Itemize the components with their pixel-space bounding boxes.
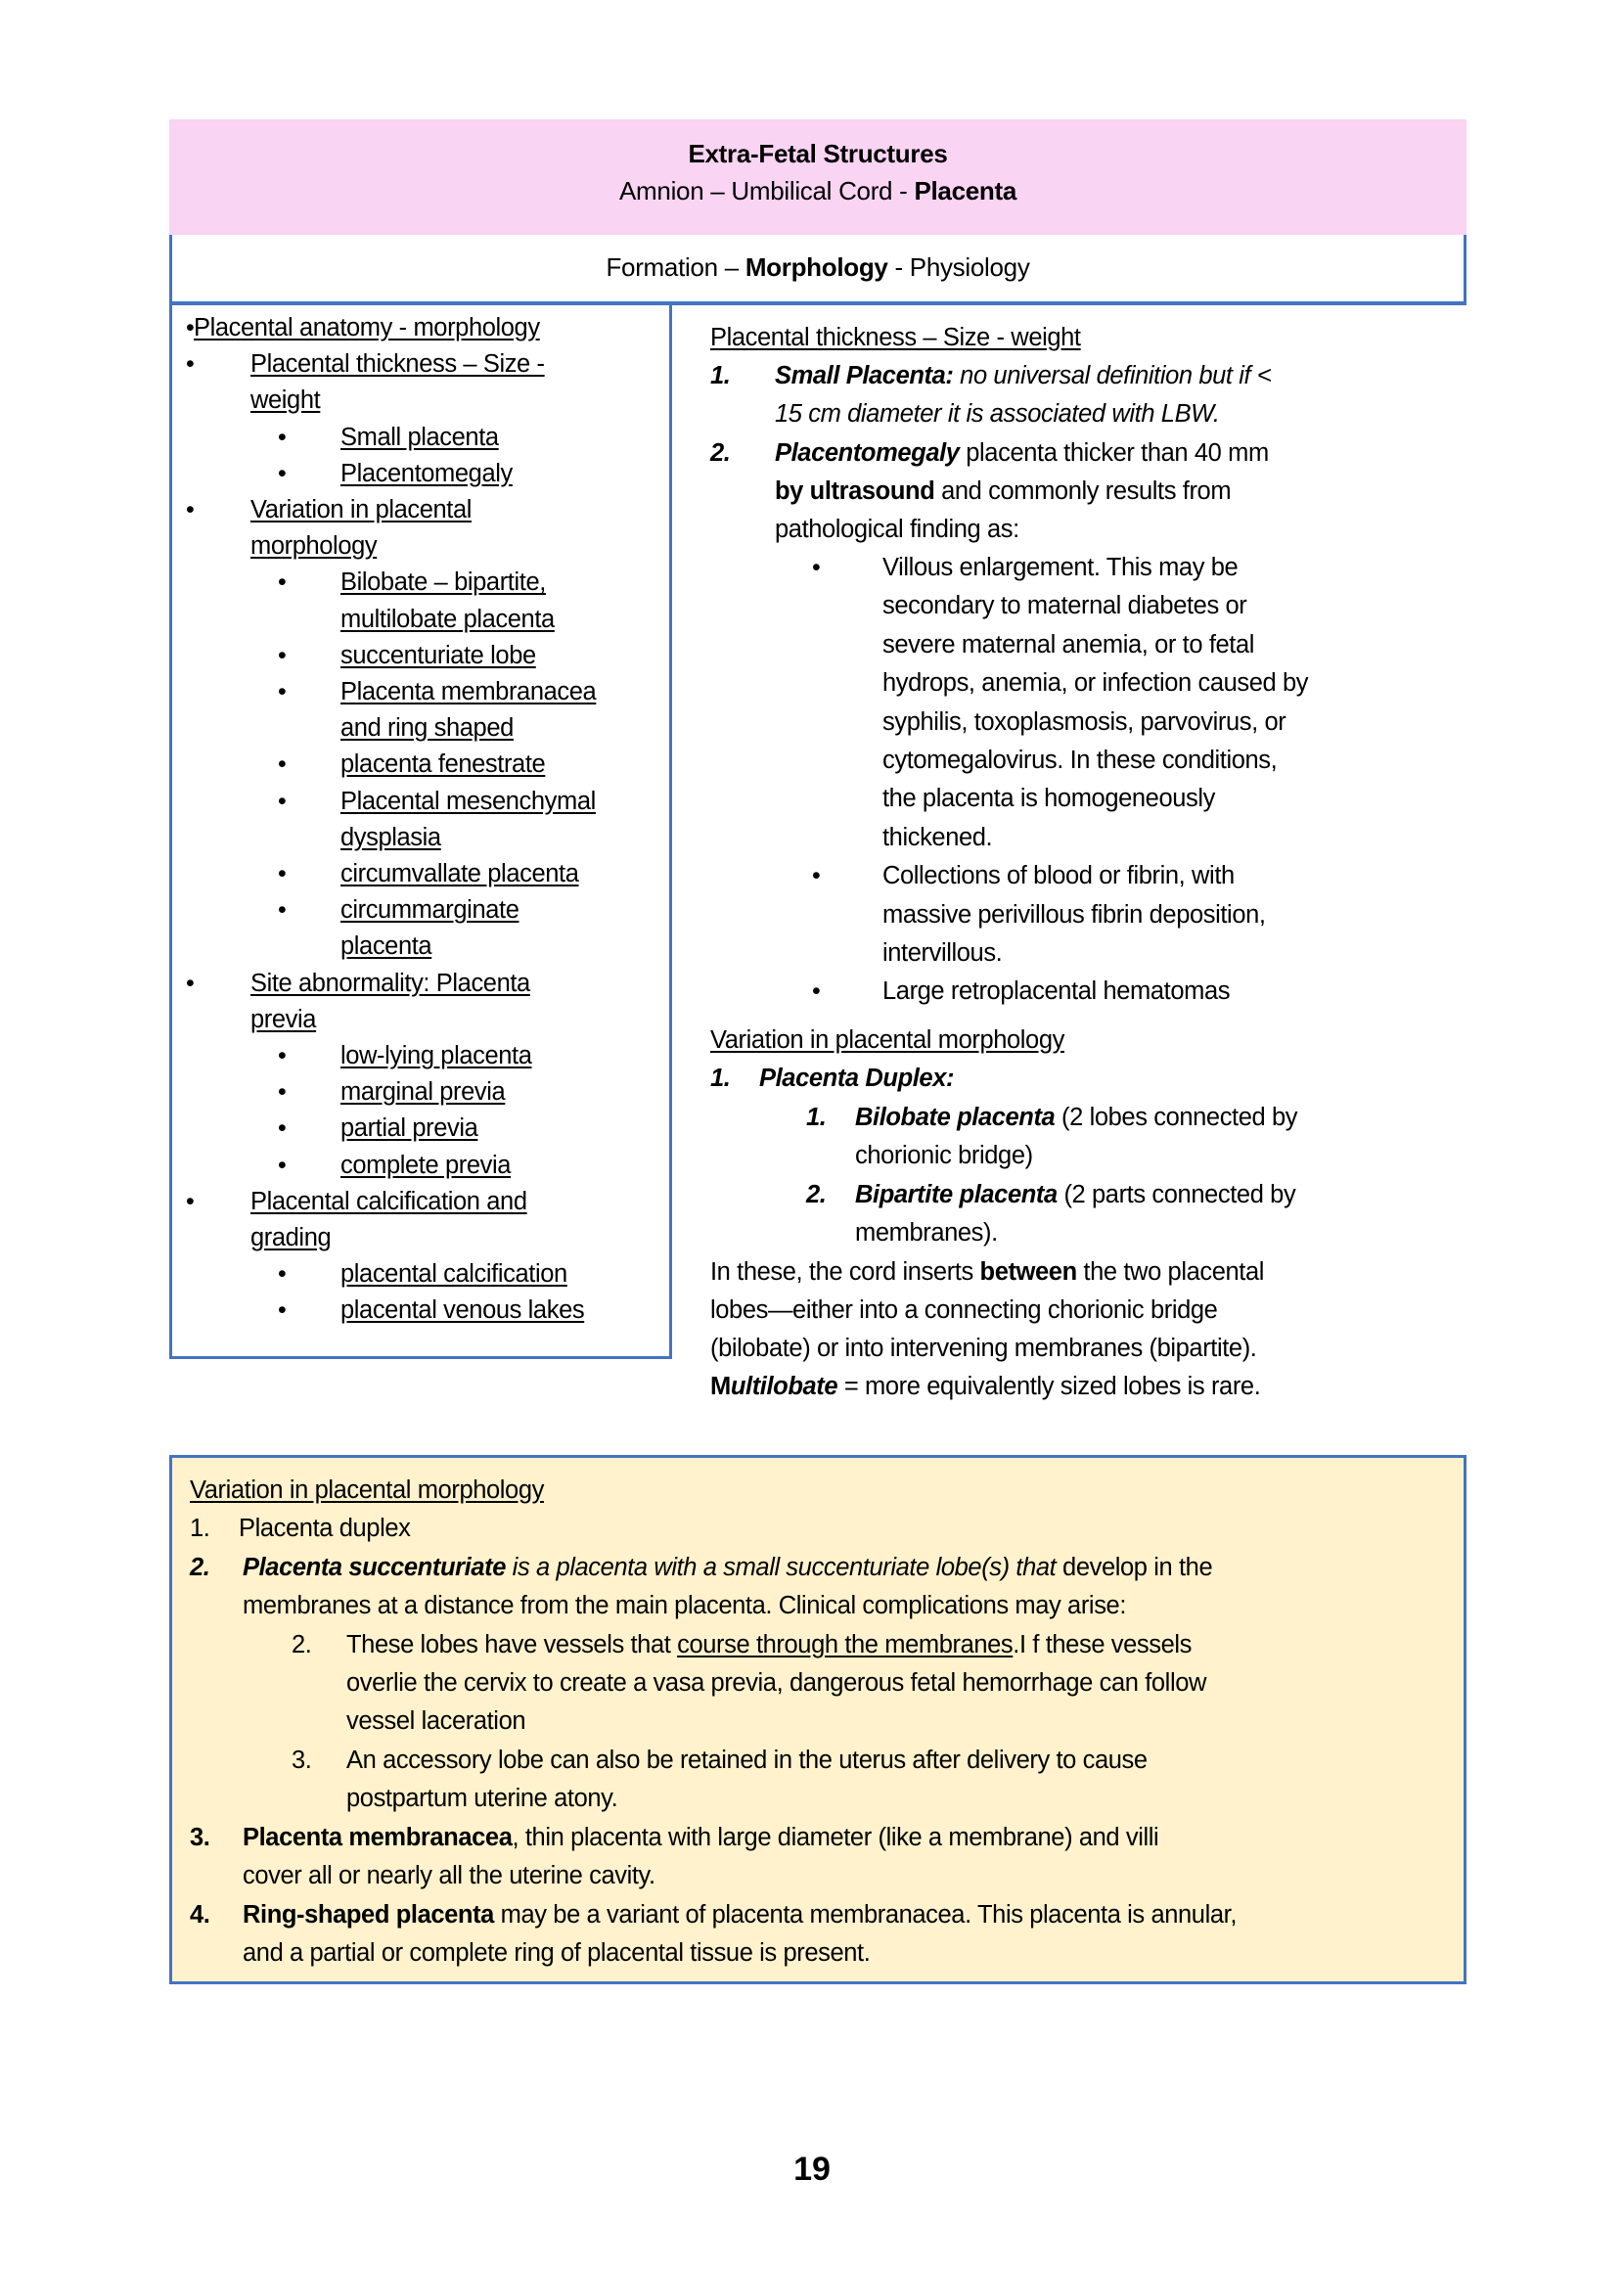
- list-item-text: pathological finding as:: [775, 516, 1019, 543]
- term-succenturiate: Placenta succenturiate: [243, 1554, 506, 1581]
- item-text: (2 lobes connected by: [1055, 1104, 1298, 1131]
- summary-subitem: An accessory lobe can also be retained in the uterus after delivery to cause: [346, 1747, 1148, 1774]
- paragraph-line: [710, 1257, 1264, 1287]
- summary-heading: Variation in placental morphology: [190, 1476, 544, 1504]
- outline-item-continuation[interactable]: grading: [250, 1224, 332, 1251]
- outline-item[interactable]: low-lying placenta: [340, 1042, 532, 1069]
- list-number: 3.: [292, 1747, 312, 1774]
- list-number: 2.: [190, 1554, 210, 1581]
- item-text: develop in the: [1056, 1554, 1213, 1581]
- outline-item[interactable]: circumvallate placenta: [340, 860, 579, 887]
- bullet-icon: •: [812, 554, 821, 581]
- list-item-bipartite: [855, 1180, 1295, 1209]
- paragraph-line: (bilobate) or into intervening membranes (bipartite).: [710, 1335, 1257, 1362]
- summary-item-membranacea: [243, 1823, 1158, 1852]
- summary-subitem: [346, 1630, 1192, 1659]
- section-nav: [172, 252, 1464, 283]
- outline-item[interactable]: Placental anatomy - morphology: [194, 314, 540, 341]
- sub-bullet-continuation: the placenta is homogeneously: [882, 785, 1215, 813]
- list-number: 1.: [710, 1065, 731, 1092]
- summary-item-ring-shaped: [243, 1900, 1237, 1930]
- para-text: the two placental: [1076, 1258, 1265, 1286]
- item-underlined-text: course through the membranes: [677, 1631, 1014, 1658]
- outline-item[interactable]: circummarginate: [340, 896, 519, 925]
- outline-item[interactable]: Placental thickness – Size -: [250, 350, 545, 379]
- section-heading-thickness: Placental thickness – Size - weight: [710, 324, 1081, 351]
- item-text: and commonly results from: [934, 477, 1232, 505]
- list-number: 1.: [190, 1515, 210, 1542]
- summary-item-succenturiate: [243, 1553, 1212, 1582]
- list-number: 2.: [710, 439, 731, 467]
- page-subtitle: [169, 176, 1466, 206]
- para-text: In these, the cord inserts: [710, 1258, 980, 1286]
- para-emphasis: between: [979, 1258, 1077, 1286]
- list-item-placentomegaly: [775, 438, 1269, 468]
- sub-bullet-continuation: severe maternal anemia, or to fetal: [882, 630, 1255, 658]
- term-placenta-duplex: Placenta Duplex:: [759, 1065, 955, 1092]
- list-number: 2.: [806, 1181, 827, 1208]
- item-text: (2 parts connected by: [1057, 1181, 1296, 1208]
- sub-bullet-item: Large retroplacental hematomas: [882, 977, 1231, 1006]
- bullet-icon: •: [278, 1078, 287, 1107]
- outline-item[interactable]: Placentomegaly: [340, 459, 513, 487]
- outline-item[interactable]: placenta fenestrate: [340, 750, 546, 779]
- term-small-placenta: Small Placenta:: [775, 362, 954, 389]
- term-multilobate: ultilobate: [730, 1373, 838, 1400]
- sub-bullet-continuation: hydrops, anemia, or infection caused by: [882, 669, 1309, 698]
- list-item-text: chorionic bridge): [855, 1142, 1033, 1169]
- bullet-icon: •: [278, 423, 287, 451]
- page-title: Extra-Fetal Structures: [688, 139, 948, 168]
- outline-item[interactable]: complete previa: [340, 1151, 512, 1179]
- section-nav-box: [169, 235, 1466, 305]
- outline-box: [169, 303, 672, 1359]
- list-number: 3.: [190, 1824, 210, 1851]
- list-item-bilobate: [855, 1103, 1297, 1132]
- outline-item[interactable]: Placenta membranacea: [340, 678, 597, 705]
- outline-item-continuation[interactable]: morphology: [250, 532, 378, 561]
- outline-item-continuation[interactable]: and ring shaped: [340, 714, 514, 743]
- outline-item[interactable]: partial previa: [340, 1114, 478, 1143]
- bullet-icon: •: [186, 314, 195, 341]
- term-bipartite: Bipartite placenta: [855, 1181, 1058, 1208]
- list-number: 1.: [710, 362, 731, 389]
- bullet-icon: •: [278, 1114, 287, 1143]
- outline-item-continuation[interactable]: dysplasia: [340, 823, 441, 851]
- bullet-icon: •: [812, 862, 821, 890]
- outline-item[interactable]: placental venous lakes: [340, 1296, 585, 1325]
- bullet-icon: •: [278, 1151, 287, 1179]
- title-banner: [169, 119, 1466, 235]
- sub-bullet-continuation: massive perivillous fibrin deposition,: [882, 900, 1266, 929]
- subtitle-text: Amnion – Umbilical Cord -: [619, 176, 915, 205]
- sub-bullet-item: Collections of blood or fibrin, with: [882, 862, 1235, 890]
- bullet-icon: •: [186, 1187, 195, 1215]
- right-column: [710, 323, 1473, 1419]
- list-item-small-placenta: [775, 361, 1271, 390]
- outline-item-continuation[interactable]: placenta: [340, 932, 432, 961]
- outline-item[interactable]: Bilobate – bipartite,: [340, 568, 546, 597]
- outline-item[interactable]: Placental calcification and: [250, 1187, 527, 1215]
- sub-bullet-continuation: secondary to maternal diabetes or: [882, 592, 1247, 620]
- list-number: 2.: [292, 1631, 312, 1658]
- outline-item-continuation[interactable]: previa: [250, 1005, 317, 1033]
- bullet-icon: •: [278, 459, 287, 487]
- term-ultrasound: by ultrasound: [775, 477, 935, 505]
- summary-subitem-text: overlie the cervix to create a vasa previa, dangerous fetal hemorrhage can follow: [346, 1669, 1207, 1697]
- item-text: may be a variant of placenta membranacea. This placenta is annular,: [493, 1901, 1237, 1929]
- nav-morphology: Morphology: [744, 252, 888, 282]
- bullet-icon: •: [186, 496, 195, 523]
- summary-subitem-text: postpartum uterine atony.: [346, 1785, 618, 1812]
- bullet-icon: •: [186, 969, 195, 997]
- item-text: .I f these vessels: [1013, 1631, 1193, 1658]
- term-membranacea: Placenta membranacea: [243, 1824, 513, 1851]
- term-multilobate-initial: M: [710, 1373, 731, 1400]
- paragraph-line: [710, 1372, 1260, 1401]
- bullet-icon: •: [278, 860, 287, 887]
- sub-bullet-continuation: intervillous.: [882, 939, 1003, 967]
- item-text: These lobes have vessels that: [346, 1631, 678, 1658]
- list-number: 1.: [806, 1104, 827, 1131]
- outline-item-continuation[interactable]: weight: [250, 386, 321, 415]
- summary-item-text: and a partial or complete ring of placental tissue is present.: [243, 1939, 871, 1967]
- outline-item[interactable]: placental calcification: [340, 1260, 567, 1289]
- summary-item-text: cover all or nearly all the uterine cavity.: [243, 1862, 655, 1889]
- page-number: 19: [793, 2151, 831, 2188]
- list-item-text: [775, 477, 1231, 506]
- summary-box: [169, 1455, 1466, 1984]
- term-ring-shaped: Ring-shaped placenta: [243, 1901, 494, 1929]
- outline-item[interactable]: Variation in placental: [250, 496, 473, 523]
- bullet-icon: •: [278, 678, 287, 705]
- para-text: = more equivalently sized lobes is rare.: [837, 1373, 1261, 1400]
- item-text: placenta thicker than 40 mm: [959, 439, 1269, 467]
- outline-item[interactable]: Small placenta: [340, 423, 499, 451]
- item-text: , thin placenta with large diameter (like a membrane) and villi: [512, 1824, 1159, 1851]
- sub-bullet-continuation: syphilis, toxoplasmosis, parvovirus, or: [882, 707, 1286, 736]
- list-item-text: membranes).: [855, 1219, 998, 1247]
- bullet-icon: •: [278, 1296, 287, 1325]
- summary-subitem-text: vessel laceration: [346, 1707, 526, 1735]
- outline-item[interactable]: Placental mesenchymal: [340, 787, 596, 815]
- item-text: no universal definition but if <: [953, 362, 1272, 389]
- list-number: 4.: [190, 1901, 210, 1929]
- nav-physiology: - Physiology: [887, 252, 1030, 282]
- outline-item[interactable]: marginal previa: [340, 1078, 506, 1107]
- sub-bullet-continuation: cytomegalovirus. In these conditions,: [882, 747, 1278, 774]
- bullet-icon: •: [278, 568, 287, 597]
- bullet-icon: •: [278, 641, 287, 669]
- bullet-icon: •: [278, 896, 287, 925]
- outline-item[interactable]: Site abnormality: Placenta: [250, 969, 530, 997]
- term-bilobate: Bilobate placenta: [855, 1104, 1056, 1131]
- outline-item-continuation[interactable]: multilobate placenta: [340, 605, 555, 633]
- summary-item-duplex: Placenta duplex: [239, 1515, 411, 1542]
- outline-item[interactable]: succenturiate lobe: [340, 641, 536, 669]
- nav-formation: Formation –: [606, 252, 745, 282]
- bullet-icon: •: [278, 1260, 287, 1289]
- term-placentomegaly: Placentomegaly: [775, 439, 960, 467]
- sub-bullet-continuation: thickened.: [882, 823, 993, 851]
- list-item-text: 15 cm diameter it is associated with LBW.: [775, 400, 1220, 428]
- item-italic-text: is a placenta with a small succenturiate lobe(s) that: [506, 1554, 1057, 1581]
- paragraph-line: lobes—either into a connecting chorionic bridge: [710, 1296, 1218, 1324]
- bullet-icon: •: [278, 787, 287, 815]
- sub-bullet-item: Villous enlargement. This may be: [882, 554, 1239, 581]
- summary-item-text: membranes at a distance from the main placenta. Clinical complications may arise:: [243, 1592, 1127, 1619]
- subtitle-highlight: Placenta: [914, 176, 1016, 205]
- section-heading-variation: Variation in placental morphology: [710, 1026, 1064, 1054]
- bullet-icon: •: [278, 750, 287, 779]
- bullet-icon: •: [278, 1042, 287, 1069]
- bullet-icon: •: [186, 350, 195, 379]
- bullet-icon: •: [812, 977, 821, 1006]
